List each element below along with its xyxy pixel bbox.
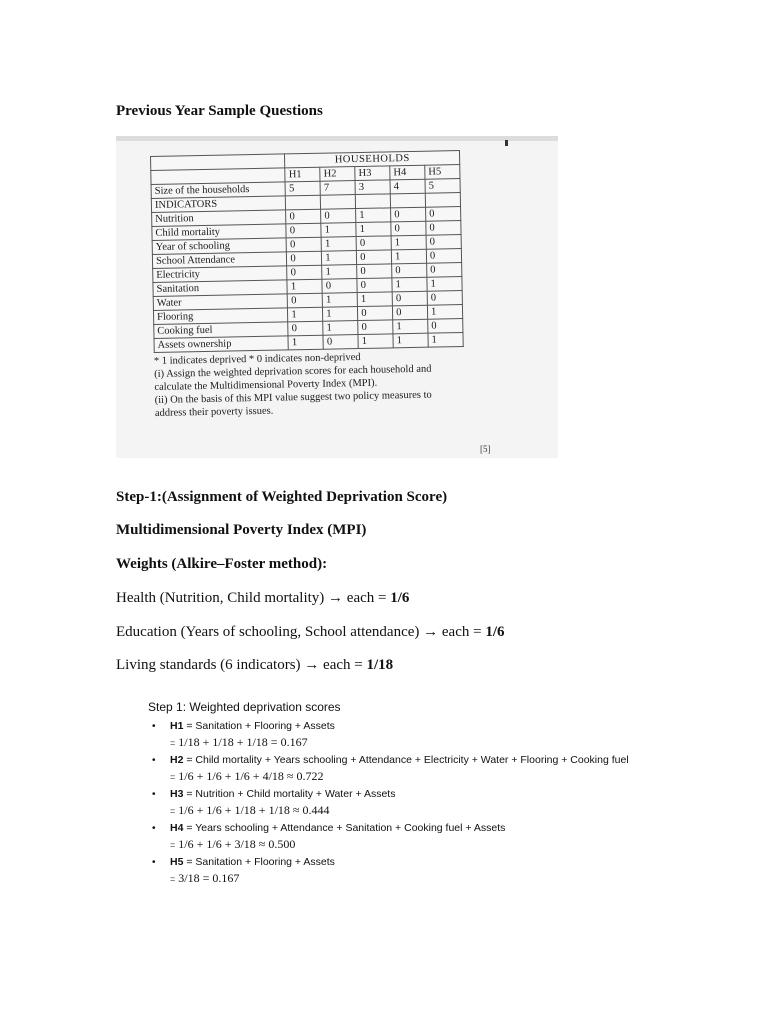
table-cell: 0 xyxy=(391,207,426,222)
table-cell: 5 xyxy=(285,181,320,196)
table-row-label: Electricity xyxy=(153,266,288,283)
scan-top-border xyxy=(116,136,558,141)
table-cell: 0 xyxy=(356,236,391,251)
section-heading-mpi: Multidimensional Poverty Index (MPI) xyxy=(116,522,367,538)
table-cell: 0 xyxy=(357,264,392,279)
table-cell: 1 xyxy=(323,307,358,322)
table-cell: 0 xyxy=(426,249,461,264)
table-cell: 4 xyxy=(390,179,425,194)
table-cell: 0 xyxy=(287,251,322,266)
table-row-label: Size of the households xyxy=(151,182,286,199)
table-column-header: H3 xyxy=(355,166,390,181)
table-cell: 0 xyxy=(426,235,461,250)
table-cell: 7 xyxy=(320,181,355,196)
section-heading-step-1: Step-1:(Assignment of Weighted Deprivation Score) xyxy=(116,489,448,505)
formula-text: 1/6 + 1/6 + 3/18 ≈ 0.500 xyxy=(178,837,296,851)
table-column-header: H2 xyxy=(320,167,355,182)
table-cell: 1 xyxy=(427,277,462,292)
table-cell: 0 xyxy=(288,321,323,336)
households-table xyxy=(150,150,464,353)
step-formula xyxy=(170,803,648,818)
list-item xyxy=(148,856,648,886)
indicator-list: = Sanitation + Flooring + Assets xyxy=(183,720,335,732)
step-formula xyxy=(170,871,648,886)
table-row-label: Flooring xyxy=(153,308,288,325)
formula-text: 1/18 + 1/18 + 1/18 = 0.167 xyxy=(178,735,308,749)
formula-text: 1/6 + 1/6 + 1/6 + 4/18 ≈ 0.722 xyxy=(178,769,324,783)
scan-note-question-2: (ii) On the basis of this MPI value suggest two policy measures to address their poverty issues. xyxy=(154,389,432,419)
table-cell: 1 xyxy=(391,249,426,264)
scan-note-question-1: (i) Assign the weighted deprivation scores for each household and calculate the Multidimensional Poverty Index (MPI). xyxy=(154,363,432,393)
table-cell: 1 xyxy=(358,334,393,349)
table-cell: 0 xyxy=(287,265,322,280)
indicator-list: = Sanitation + Flooring + Assets xyxy=(183,856,335,868)
bullet-icon: • xyxy=(152,823,156,834)
formula-text: 3/18 = 0.167 xyxy=(178,871,240,885)
table-cell: 0 xyxy=(391,221,426,236)
table-cell xyxy=(425,193,460,208)
table-cell: 0 xyxy=(288,293,323,308)
table-cell: 1 xyxy=(357,292,392,307)
indicator-list: = Years schooling + Attendance + Sanitation + Cooking fuel + Assets xyxy=(183,822,506,834)
table-header-households: HOUSEHOLDS xyxy=(285,151,460,168)
bullet-icon: • xyxy=(152,721,156,732)
table-cell: 0 xyxy=(358,320,393,335)
table-cell: 1 xyxy=(288,307,323,322)
table-cell: 0 xyxy=(357,250,392,265)
table-cell: 1 xyxy=(288,335,323,350)
weight-value: 1/18 xyxy=(366,657,394,673)
weight-line-health xyxy=(116,590,409,607)
table-cell: 1 xyxy=(322,293,357,308)
household-label: H3 xyxy=(170,788,184,800)
table-cell: 1 xyxy=(322,265,357,280)
table-cell xyxy=(286,195,321,210)
weight-line-living-standards xyxy=(116,657,393,674)
equals-sign: = xyxy=(170,806,176,816)
list-item xyxy=(148,754,648,784)
table-cell: 1 xyxy=(391,235,426,250)
table-body xyxy=(151,179,463,353)
indicator-list: = Child mortality + Years schooling + Attendance + Electricity + Water + Flooring + Cooking fuel xyxy=(183,754,629,766)
weight-value: 1/6 xyxy=(485,624,505,640)
indicator-list: = Nutrition + Child mortality + Water + Assets xyxy=(183,788,396,800)
table-cell: 1 xyxy=(322,251,357,266)
table-row-label: Water xyxy=(153,294,288,311)
steps-title: Step 1: Weighted deprivation scores xyxy=(148,700,341,714)
table-cell xyxy=(355,194,390,209)
table-row-label: Child mortality xyxy=(152,224,287,241)
scan-marks: [5] xyxy=(480,444,491,454)
table-cell: 0 xyxy=(286,237,321,252)
table-cell: 1 xyxy=(287,279,322,294)
table-cell: 0 xyxy=(321,209,356,224)
table-cell: 5 xyxy=(425,179,460,194)
table-cell: 1 xyxy=(321,237,356,252)
table-cell: 0 xyxy=(426,207,461,222)
list-item xyxy=(148,788,648,818)
table-cell: 0 xyxy=(358,306,393,321)
table-cell: 0 xyxy=(323,335,358,350)
table-cell: 0 xyxy=(393,305,428,320)
household-label: H1 xyxy=(170,720,184,732)
table-row-label: Cooking fuel xyxy=(154,322,289,339)
equals-sign: = xyxy=(170,772,176,782)
steps-image xyxy=(148,700,648,890)
step-description xyxy=(170,720,648,732)
step-description xyxy=(170,754,648,766)
section-heading-sample-questions: Previous Year Sample Questions xyxy=(116,103,323,119)
table-cell xyxy=(390,193,425,208)
table-cell xyxy=(321,195,356,210)
household-label: H2 xyxy=(170,754,184,766)
step-formula xyxy=(170,735,648,750)
table-cell: 0 xyxy=(427,263,462,278)
table-cell: 0 xyxy=(286,209,321,224)
table-cell: 0 xyxy=(392,291,427,306)
table-cell: 0 xyxy=(426,221,461,236)
weight-text: Living standards (6 indicators) → each = xyxy=(116,657,367,673)
table-cell: 0 xyxy=(322,279,357,294)
equals-sign: = xyxy=(170,874,176,884)
table-cell: 0 xyxy=(286,223,321,238)
household-label: H5 xyxy=(170,856,184,868)
table-row-label: Nutrition xyxy=(152,210,287,227)
list-item xyxy=(148,720,648,750)
table-cell: 0 xyxy=(357,278,392,293)
table-cell: 1 xyxy=(428,333,463,348)
formula-text: 1/6 + 1/6 + 1/18 + 1/18 ≈ 0.444 xyxy=(178,803,330,817)
table-column-header: H4 xyxy=(390,165,425,180)
table-cell: 1 xyxy=(356,222,391,237)
step-description xyxy=(170,856,648,868)
scan-content xyxy=(150,149,525,420)
table-column-header: H5 xyxy=(425,165,460,180)
table-cell: 1 xyxy=(323,321,358,336)
table-row-label: Sanitation xyxy=(153,280,288,297)
scanned-question-image xyxy=(116,136,558,458)
table-cell: 0 xyxy=(428,319,463,334)
table-cell: 1 xyxy=(393,319,428,334)
equals-sign: = xyxy=(170,840,176,850)
table-cell: 1 xyxy=(356,208,391,223)
household-label: H4 xyxy=(170,822,184,834)
scan-notes xyxy=(154,349,455,420)
weight-text: Health (Nutrition, Child mortality) → each = xyxy=(116,590,391,606)
table-cell: 1 xyxy=(427,305,462,320)
weight-line-education xyxy=(116,624,505,641)
weight-value: 1/6 xyxy=(390,590,410,606)
step-description xyxy=(170,822,648,834)
table-row-label: Assets ownership xyxy=(154,336,289,353)
scan-edge-mark xyxy=(505,140,508,146)
table-cell: 1 xyxy=(392,277,427,292)
steps-list xyxy=(148,720,648,886)
table-cell: 1 xyxy=(393,333,428,348)
table-cell: 3 xyxy=(355,180,390,195)
weight-text: Education (Years of schooling, School attendance) → each = xyxy=(116,624,486,640)
section-heading-weights: Weights (Alkire–Foster method): xyxy=(116,556,328,572)
table-row-label: INDICATORS xyxy=(151,196,286,213)
step-formula xyxy=(170,837,648,852)
table-row-label: School Attendance xyxy=(152,252,287,269)
scan-note-legend: * 1 indicates deprived * 0 indicates non-deprived xyxy=(153,351,361,367)
bullet-icon: • xyxy=(152,857,156,868)
equals-sign: = xyxy=(170,738,176,748)
step-formula xyxy=(170,769,648,784)
bullet-icon: • xyxy=(152,755,156,766)
table-cell: 0 xyxy=(427,291,462,306)
table-row-label: Year of schooling xyxy=(152,238,287,255)
list-item xyxy=(148,822,648,852)
bullet-icon: • xyxy=(152,789,156,800)
table-column-header: H1 xyxy=(285,167,320,182)
table-cell: 0 xyxy=(392,263,427,278)
step-description xyxy=(170,788,648,800)
table-cell: 1 xyxy=(321,223,356,238)
